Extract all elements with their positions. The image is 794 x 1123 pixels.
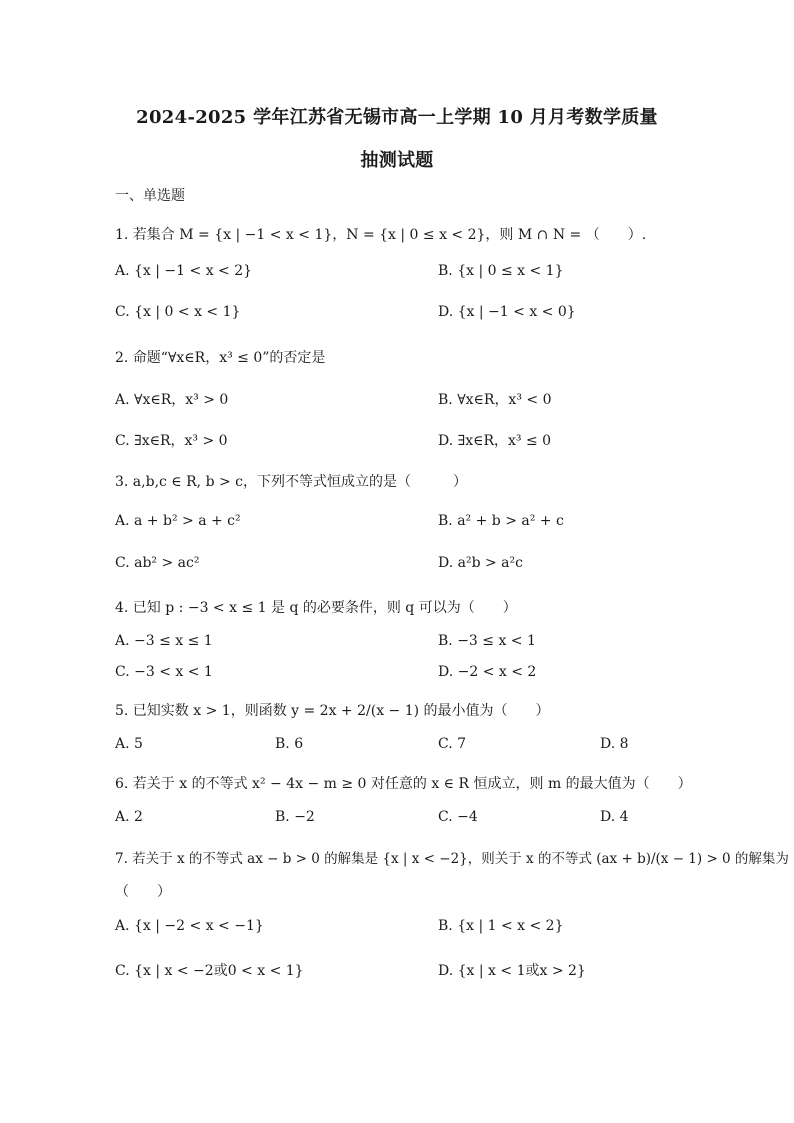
question-2-option-d: D. ∃x∈R，x³ ≤ 0	[438, 433, 552, 449]
question-3-stem: 3. a,b,c ∈ R, b > c，下列不等式恒成立的是（ ）	[115, 474, 467, 490]
question-1-option-d: D. {x | −1 < x < 0}	[438, 304, 576, 320]
question-2-option-c: C. ∃x∈R，x³ > 0	[115, 433, 228, 449]
question-2-stem: 2. 命题“∀x∈R，x³ ≤ 0”的否定是	[115, 350, 326, 366]
question-1-option-a: A. {x | −1 < x < 2}	[115, 263, 253, 279]
question-6-option-d: D. 4	[600, 809, 629, 825]
question-4-option-d: D. −2 < x < 2	[438, 664, 537, 680]
question-7-stem: 7. 若关于 x 的不等式 ax − b > 0 的解集是 {x | x < −2}，则关于 x 的不等式 (ax + b)/(x − 1) > 0 的解集为	[115, 851, 789, 867]
question-4-stem: 4. 已知 p : −3 < x ≤ 1 是 q 的必要条件，则 q 可以为（ ）	[115, 600, 517, 616]
question-6-stem: 6. 若关于 x 的不等式 x² − 4x − m ≥ 0 对任意的 x ∈ R 恒成立，则 m 的最大值为（ ）	[115, 776, 692, 792]
question-5-option-a: A. 5	[115, 736, 143, 752]
question-5-stem: 5. 已知实数 x > 1，则函数 y = 2x + 2/(x − 1) 的最小值为（ ）	[115, 703, 550, 719]
question-5-option-d: D. 8	[600, 736, 629, 752]
question-7-option-a: A. {x | −2 < x < −1}	[115, 918, 264, 934]
question-3-option-d: D. a²b > a²c	[438, 555, 523, 571]
question-6-option-a: A. 2	[115, 809, 143, 825]
question-5-option-b: B. 6	[275, 736, 304, 752]
question-4-option-a: A. −3 ≤ x ≤ 1	[115, 633, 213, 649]
question-3-option-c: C. ab² > ac²	[115, 555, 200, 571]
question-7-option-b: B. {x | 1 < x < 2}	[438, 918, 564, 934]
question-6-option-c: C. −4	[438, 809, 478, 825]
page-title: 2024-2025 学年江苏省无锡市高一上学期 10 月月考数学质量	[136, 107, 658, 128]
question-1-stem: 1. 若集合 M = {x | −1 < x < 1}，N = {x | 0 ≤ x < 2}，则 M ∩ N = （ ）.	[115, 227, 647, 243]
question-1-option-c: C. {x | 0 < x < 1}	[115, 304, 241, 320]
question-7-option-d: D. {x | x < 1或x > 2}	[438, 963, 586, 979]
question-4-option-b: B. −3 ≤ x < 1	[438, 633, 536, 649]
question-3-option-b: B. a² + b > a² + c	[438, 513, 564, 529]
section-heading: 一、单选题	[115, 188, 185, 204]
question-3-option-a: A. a + b² > a + c²	[115, 513, 241, 529]
question-7-option-c: C. {x | x < −2或0 < x < 1}	[115, 963, 304, 979]
question-2-option-b: B. ∀x∈R，x³ < 0	[438, 392, 552, 408]
question-7-stem-continued: （ ）	[115, 884, 171, 900]
question-5-option-c: C. 7	[438, 736, 467, 752]
question-2-option-a: A. ∀x∈R，x³ > 0	[115, 392, 229, 408]
question-1-option-b: B. {x | 0 ≤ x < 1}	[438, 263, 564, 279]
page-title-line2: 抽测试题	[360, 150, 434, 171]
question-6-option-b: B. −2	[275, 809, 315, 825]
question-4-option-c: C. −3 < x < 1	[115, 664, 213, 680]
